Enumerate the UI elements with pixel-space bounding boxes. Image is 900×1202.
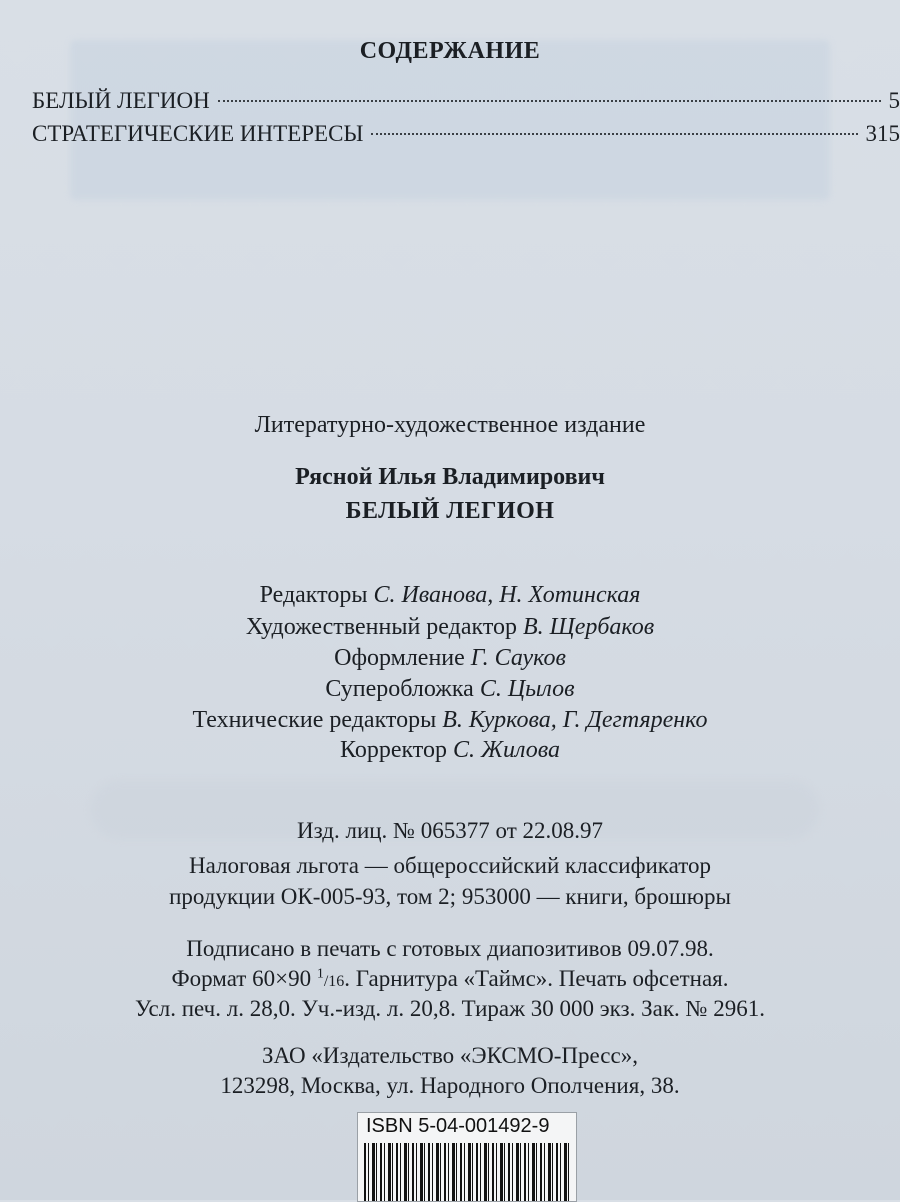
publisher-address: 123298, Москва, ул. Народного Ополчения, 38.	[0, 1073, 900, 1099]
credit-line	[0, 676, 900, 703]
credit-role: Технические редакторы	[192, 707, 436, 733]
credit-role: Суперобложка	[325, 676, 473, 702]
format-fraction-numerator: 1	[317, 966, 324, 981]
author-name: Рясной Илья Владимирович	[0, 464, 900, 491]
tax-exemption-line: Налоговая льгота — общероссийский классификатор	[0, 853, 900, 879]
publishing-license: Изд. лиц. № 065377 от 22.08.97	[0, 818, 900, 844]
credit-names: С. Цылов	[480, 676, 575, 702]
credit-names: С. Жилова	[453, 737, 560, 763]
credit-line	[0, 614, 900, 641]
credit-role: Корректор	[340, 737, 447, 763]
credit-names: В. Куркова, Г. Дегтяренко	[442, 707, 707, 733]
credit-names: Г. Сауков	[471, 645, 566, 671]
format-suffix: . Гарнитура «Таймс». Печать офсетная.	[344, 966, 728, 991]
credit-line	[0, 707, 900, 734]
format-fraction-denominator: /16	[324, 973, 344, 990]
credit-line	[0, 582, 900, 609]
credit-line	[0, 645, 900, 672]
print-info-line: Подписано в печать с готовых диапозитивов 09.07.98.	[0, 936, 900, 962]
toc-entry-page: 315	[866, 121, 900, 147]
isbn-number: ISBN 5-04-001492-9	[366, 1115, 549, 1138]
credit-role: Художественный редактор	[246, 614, 517, 640]
toc-entry	[32, 88, 900, 118]
toc-entry-page: 5	[889, 88, 900, 114]
credit-names: С. Иванова, Н. Хотинская	[373, 582, 640, 608]
toc-entry-title: СТРАТЕГИЧЕСКИЕ ИНТЕРЕСЫ	[32, 121, 363, 147]
toc-entry-title: БЕЛЫЙ ЛЕГИОН	[32, 88, 210, 114]
book-title: БЕЛЫЙ ЛЕГИОН	[0, 498, 900, 525]
format-line	[0, 966, 900, 992]
toc-leader-dots	[371, 133, 857, 135]
tax-exemption-line: продукции ОК-005-93, том 2; 953000 — книги, брошюры	[0, 884, 900, 910]
toc-leader-dots	[218, 100, 881, 102]
barcode-icon	[364, 1143, 570, 1201]
credit-line	[0, 737, 900, 764]
toc-entry	[32, 121, 900, 151]
credit-role: Оформление	[334, 645, 465, 671]
contents-heading: СОДЕРЖАНИЕ	[0, 38, 900, 65]
publisher-name: ЗАО «Издательство «ЭКСМО-Пресс»,	[0, 1043, 900, 1069]
format-prefix: Формат 60×90	[171, 966, 316, 991]
print-info-line: Усл. печ. л. 28,0. Уч.-изд. л. 20,8. Тираж 30 000 экз. Зак. № 2961.	[0, 996, 900, 1022]
edition-type: Литературно-художественное издание	[0, 412, 900, 439]
credit-names: В. Щербаков	[523, 614, 654, 640]
isbn-barcode-block	[357, 1112, 577, 1202]
credit-role: Редакторы	[260, 582, 368, 608]
